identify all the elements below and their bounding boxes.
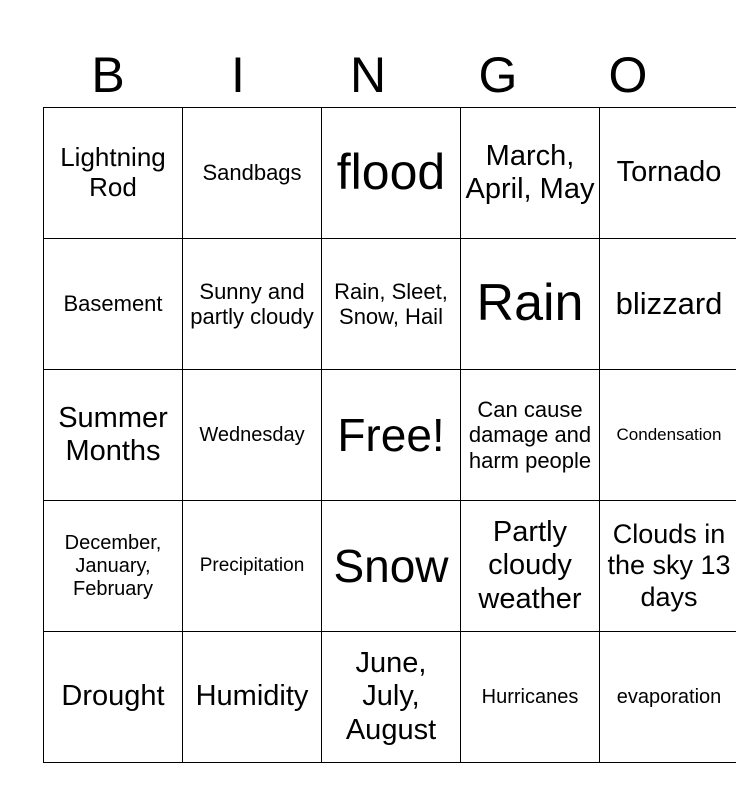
bingo-cell: flood	[322, 108, 461, 239]
bingo-cell: Condensation	[600, 370, 736, 501]
bingo-cell: Drought	[44, 632, 183, 763]
bingo-cell: Rain, Sleet, Snow, Hail	[322, 239, 461, 370]
header-letter-o: O	[608, 47, 648, 103]
bingo-cell: Lightning Rod	[44, 108, 183, 239]
bingo-cell: March, April, May	[461, 108, 600, 239]
bingo-cell: Rain	[461, 239, 600, 370]
bingo-board	[43, 107, 736, 763]
header-letter-i: I	[231, 47, 245, 103]
bingo-cell: Partly cloudy weather	[461, 501, 600, 632]
bingo-cell: Precipitation	[183, 501, 322, 632]
bingo-cell: Wednesday	[183, 370, 322, 501]
header-letter-b: B	[91, 47, 125, 103]
board-row	[44, 501, 736, 632]
bingo-cell: blizzard	[600, 239, 736, 370]
bingo-cell: Humidity	[183, 632, 322, 763]
bingo-cell: Hurricanes	[461, 632, 600, 763]
bingo-cell: December, January, February	[44, 501, 183, 632]
bingo-cell: Sunny and partly cloudy	[183, 239, 322, 370]
bingo-cell: Free!	[322, 370, 461, 501]
board-row	[44, 370, 736, 501]
bingo-cell: Sandbags	[183, 108, 322, 239]
bingo-cell: Snow	[322, 501, 461, 632]
bingo-cell: Basement	[44, 239, 183, 370]
header-letter-n: N	[349, 47, 387, 103]
board-row	[44, 239, 736, 370]
bingo-cell: Tornado	[600, 108, 736, 239]
bingo-cell: Summer Months	[44, 370, 183, 501]
bingo-cell: Clouds in the sky 13 days	[600, 501, 736, 632]
bingo-cell: evaporation	[600, 632, 736, 763]
bingo-header	[43, 46, 693, 104]
board-row	[44, 632, 736, 763]
bingo-cell: Can cause damage and harm people	[461, 370, 600, 501]
bingo-cell: June, July, August	[322, 632, 461, 763]
board-row	[44, 108, 736, 239]
header-letter-g: G	[478, 47, 518, 103]
